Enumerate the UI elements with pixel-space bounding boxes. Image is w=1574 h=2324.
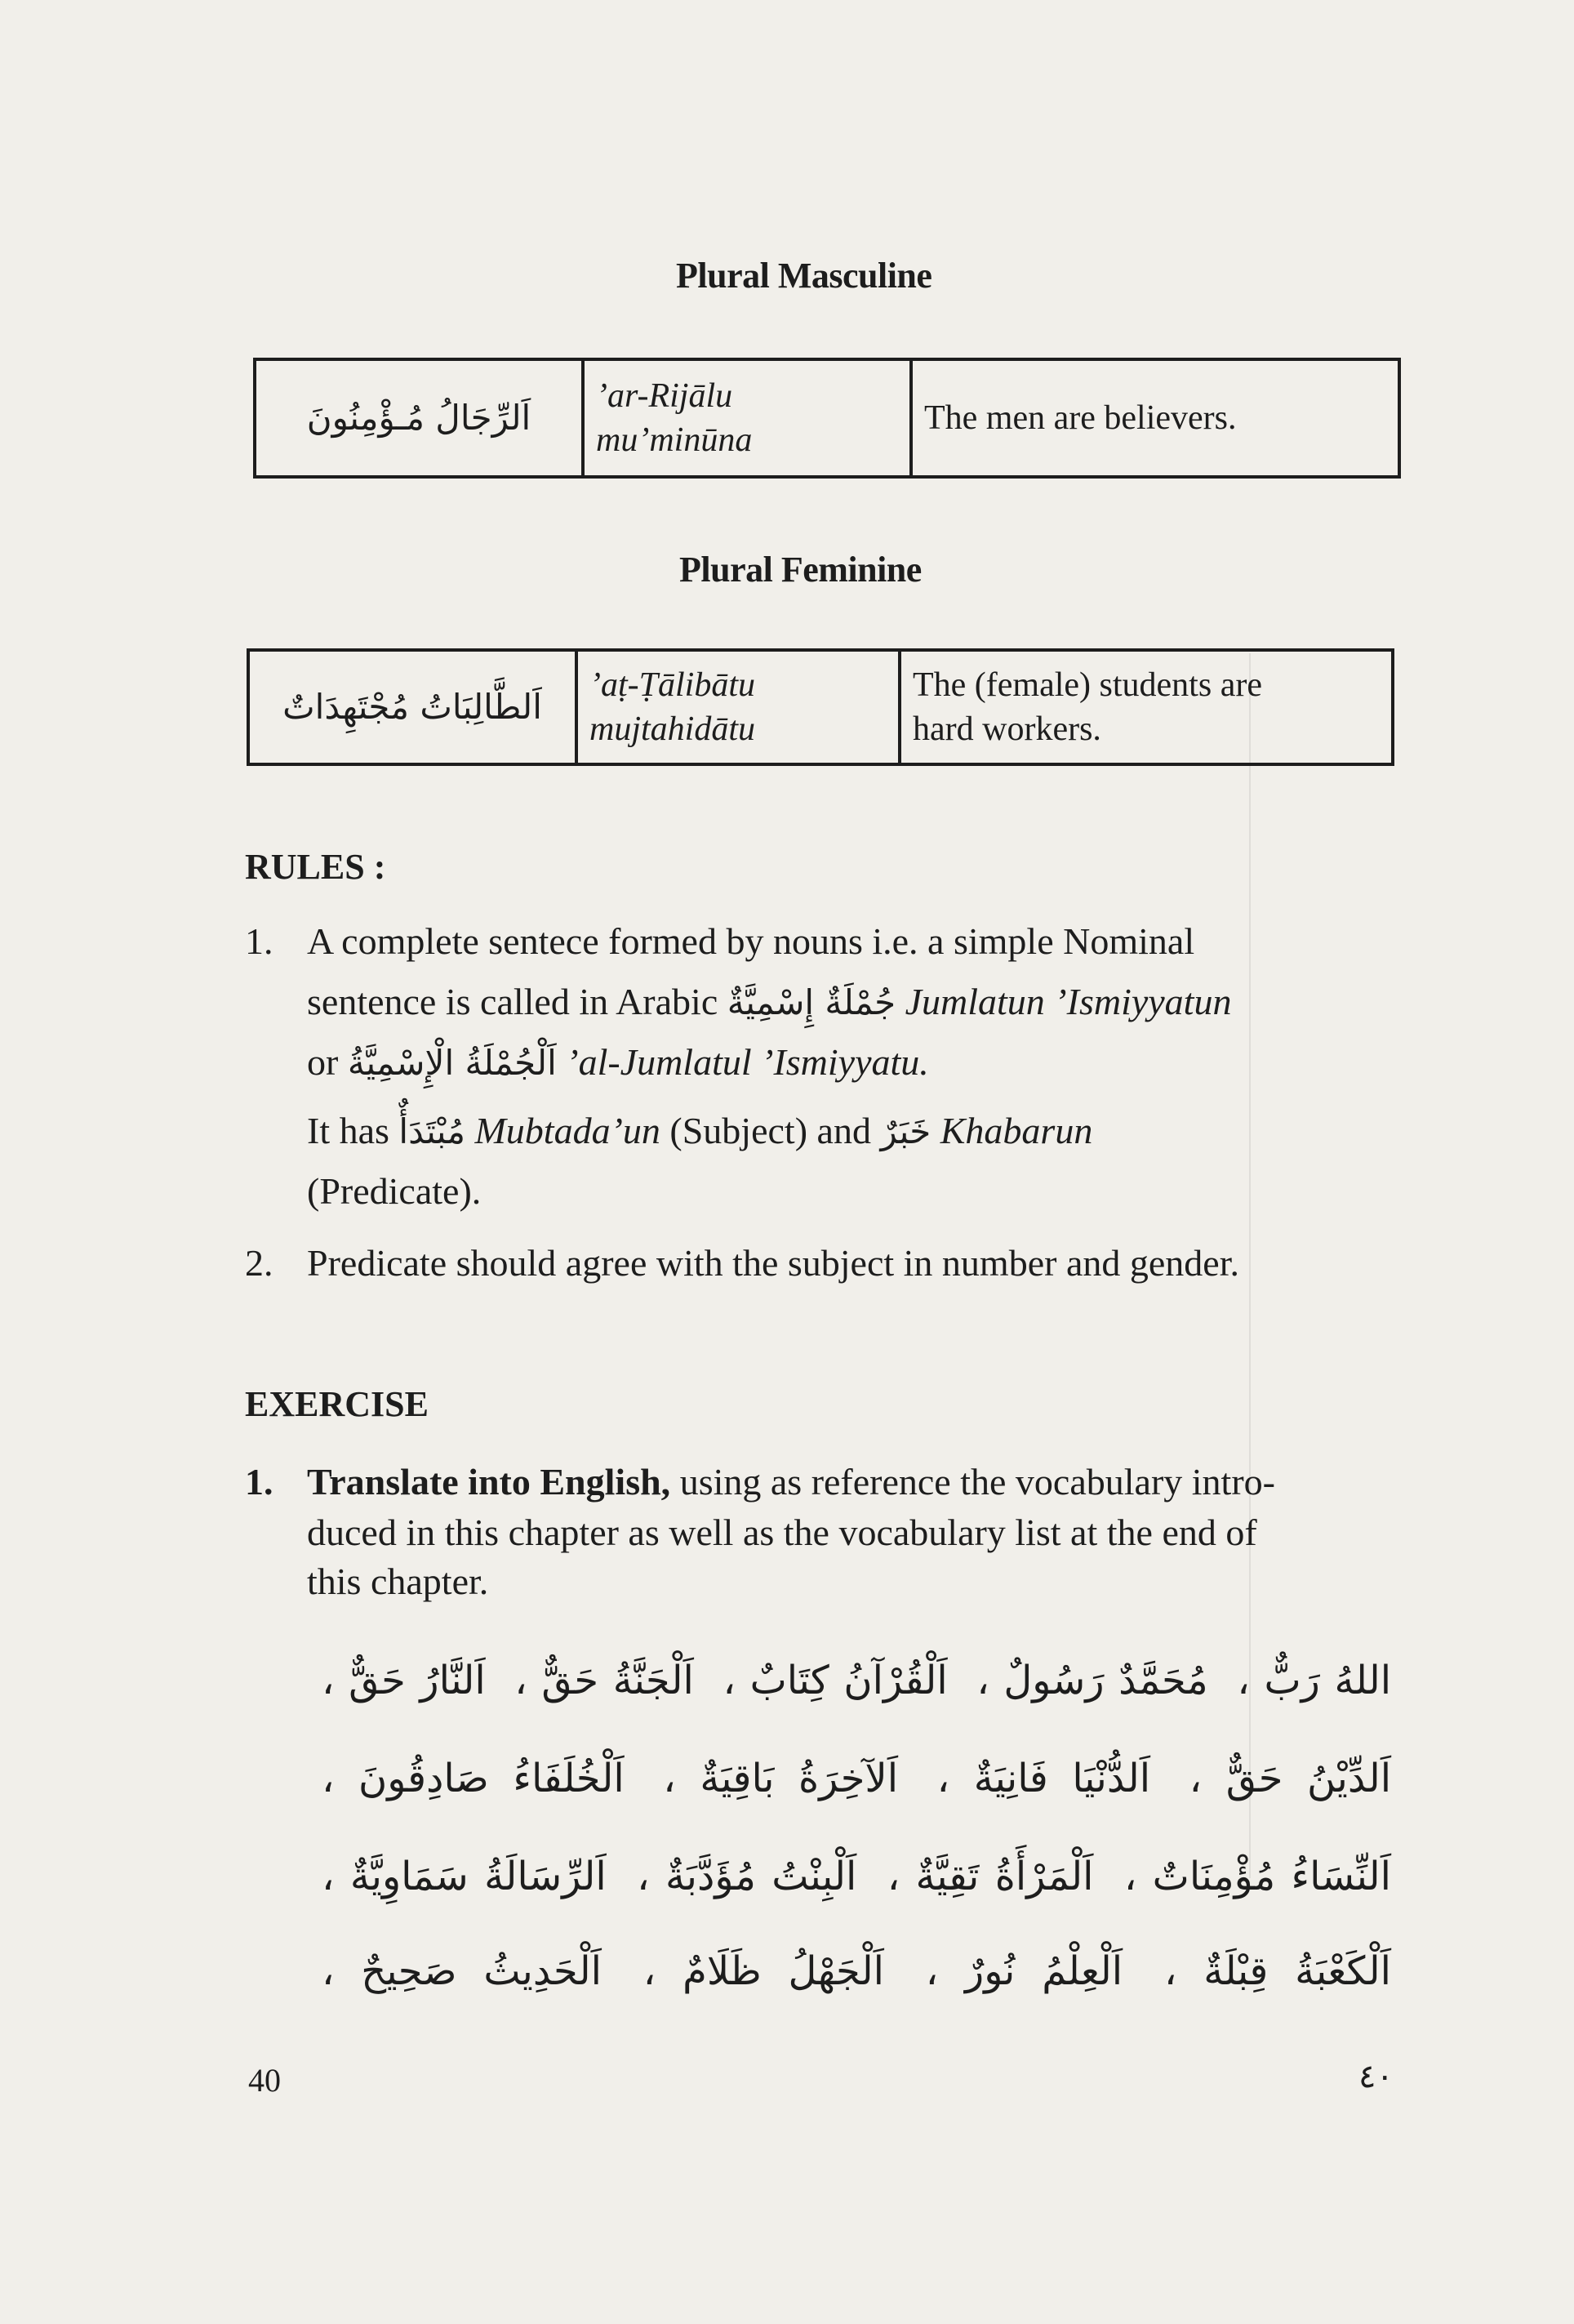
arabic-sentence: اَلْجَنَّةُ حَقٌّ ، — [514, 1658, 694, 1703]
rule-text: It has — [307, 1110, 389, 1151]
table-row — [248, 650, 1393, 764]
plural-feminine-table — [247, 648, 1394, 766]
arabic-sentence: اَلنِّسَاءُ مُؤْمِنَاتٌ ، — [1123, 1854, 1391, 1899]
arabic-sentence: اَلْقُرْآنُ كِتَابٌ ، — [723, 1658, 948, 1703]
transliteration-term: Khabarun — [940, 1110, 1093, 1151]
page-number-arabic: ٤٠ — [1358, 2058, 1394, 2095]
arabic-sentence: اَلْعِلْمُ نُورٌ ، — [925, 1948, 1123, 1994]
rule-text: sentence is called in Arabic — [307, 981, 718, 1022]
arabic-sentence: اَلْكَعْبَةُ قِبْلَةٌ ، — [1163, 1948, 1392, 1994]
english-cell: The men are believers. — [911, 359, 1399, 477]
rule-1-line-5: (Predicate). — [307, 1170, 482, 1212]
arabic-sentence: مُحَمَّدٌ رَسُولٌ ، — [976, 1658, 1208, 1703]
exercise-title: EXERCISE — [245, 1384, 429, 1424]
arabic-term: خَبَرٌ — [880, 1111, 932, 1151]
rule-1-line-3 — [307, 1034, 929, 1092]
rule-1-line-2 — [307, 973, 1231, 1031]
transliteration-cell — [576, 650, 900, 764]
arabic-term: جُمْلَةٌ إِسْمِيَّةٌ — [727, 982, 896, 1022]
arabic-sentence: اَلْخُلَفَاءُ صَادِقُونَ ، — [322, 1756, 625, 1801]
arabic-sentence: اللهُ رَبٌّ ، — [1237, 1658, 1392, 1703]
arabic-sentence: اَلآخِرَةُ بَاقِيَةٌ ، — [663, 1756, 899, 1801]
rule-text: or — [307, 1041, 339, 1083]
exercise-1-line-2: duced in this chapter as well as the vocabulary list at the end of — [307, 1511, 1257, 1553]
plural-masculine-heading: Plural Masculine — [676, 256, 932, 296]
arabic-sentence: اَلدُّنْيَا فَانِيَةٌ ، — [936, 1756, 1151, 1801]
rule-text: (Subject) and — [669, 1110, 871, 1151]
rules-title: RULES : — [245, 847, 386, 887]
plural-feminine-heading: Plural Feminine — [679, 550, 922, 590]
arabic-exercise-line-3 — [307, 1854, 1391, 1899]
transliteration-term: ’al-Jumlatul ’Ismiyyatu. — [566, 1041, 929, 1083]
rule-2-number: 2. — [245, 1242, 273, 1284]
transliteration-cell — [583, 359, 911, 477]
plural-masculine-table — [253, 358, 1401, 479]
arabic-cell: اَلطَّالِبَاتُ مُجْتَهِدَاتٌ — [248, 650, 576, 764]
table-row — [255, 359, 1399, 477]
arabic-exercise-line-4 — [307, 1948, 1391, 1994]
instruction-bold: Translate into English, — [307, 1461, 671, 1503]
english-line: hard workers. — [913, 710, 1101, 748]
english-cell — [900, 650, 1393, 764]
arabic-exercise-line-2 — [307, 1756, 1391, 1801]
rule-1-line-1: A complete sentece formed by nouns i.e. a simple Nominal — [307, 920, 1195, 962]
instruction-text: using as reference the vocabulary intro- — [679, 1461, 1275, 1503]
arabic-sentence: اَلنَّارُ حَقٌّ ، — [322, 1658, 486, 1703]
arabic-cell: اَلرِّجَالُ مُـؤْمِنُونَ — [255, 359, 583, 477]
transliteration-line: mujtahidātu — [589, 710, 756, 748]
arabic-term: اَلْجُمْلَةُ الْإِسْمِيَّةُ — [347, 1043, 557, 1083]
exercise-1-number: 1. — [245, 1461, 273, 1503]
arabic-term: مُبْتَدَأٌ — [398, 1111, 465, 1151]
arabic-sentence: اَلرِّسَالَةُ سَمَاوِيَّةٌ ، — [322, 1854, 607, 1899]
transliteration-term: Jumlatun ’Ismiyyatun — [905, 981, 1232, 1022]
page-number: 40 — [248, 2062, 281, 2099]
transliteration-line: ’aṭ-Ṭālibātu — [589, 666, 756, 704]
rule-2-text: Predicate should agree with the subject in number and gender. — [307, 1242, 1239, 1284]
exercise-1-line-3: this chapter. — [307, 1560, 489, 1602]
transliteration-term: Mubtada’un — [474, 1110, 660, 1151]
rule-1-line-4 — [307, 1102, 1092, 1160]
english-line: The (female) students are — [913, 666, 1262, 704]
transliteration-line: ’ar-Rijālu — [596, 377, 733, 415]
arabic-sentence: اَلْجَهْلُ ظَلَامٌ ، — [642, 1948, 884, 1994]
arabic-sentence: اَلدِّيْنُ حَقٌّ ، — [1189, 1756, 1392, 1801]
rule-1-number: 1. — [245, 920, 273, 962]
arabic-exercise-line-1 — [307, 1658, 1391, 1703]
transliteration-line: mu’minūna — [596, 421, 753, 459]
arabic-sentence: اَلْمَرْأَةُ تَقِيَّةٌ ، — [887, 1854, 1094, 1899]
arabic-sentence: اَلْحَدِيثُ صَحِيحٌ ، — [322, 1948, 602, 1994]
exercise-1-line-1 — [307, 1454, 1275, 1511]
arabic-sentence: اَلْبِنْتُ مُؤَدَّبَةٌ ، — [637, 1854, 857, 1899]
